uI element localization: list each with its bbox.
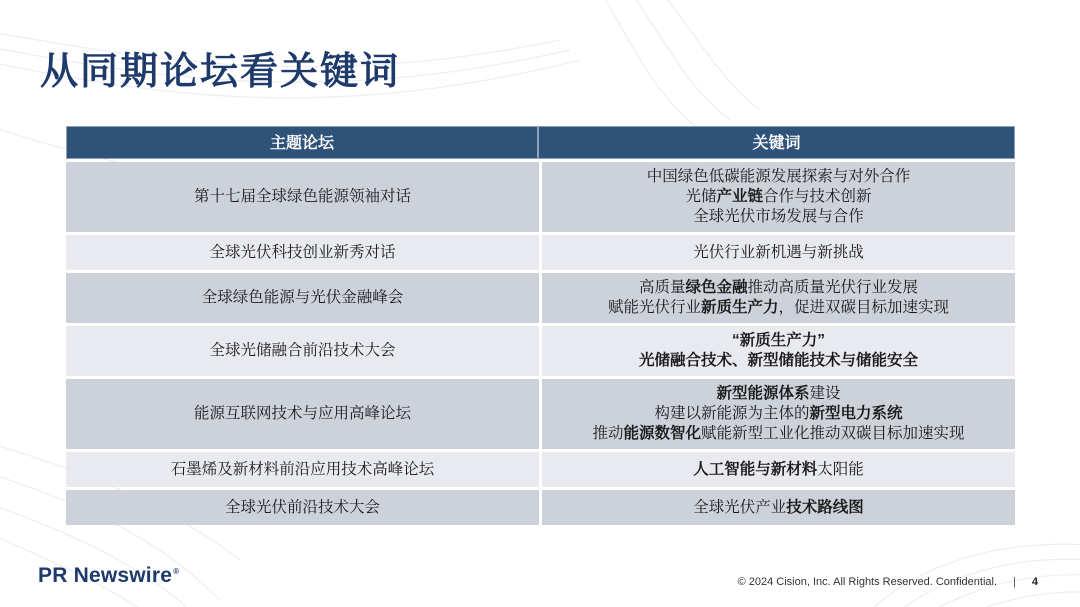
table-header-keywords: 关键词 xyxy=(539,126,1015,159)
forum-table xyxy=(66,126,1015,525)
table-row xyxy=(66,235,1015,270)
keyword-line: “新质生产力” xyxy=(731,332,825,349)
page-number: 4 xyxy=(1031,576,1038,588)
logo-text: PR Newswire xyxy=(38,564,173,587)
table-row xyxy=(66,273,1015,323)
keyword-line: 光储产业链合作与技术创新 xyxy=(685,188,872,205)
keyword-line: 高质量绿色金融推动高质量光伏行业发展 xyxy=(638,279,919,296)
forum-cell: 能源互联网技术与应用高峰论坛 xyxy=(66,379,539,449)
table-row xyxy=(66,326,1015,376)
keywords-cell xyxy=(542,452,1015,487)
pr-newswire-logo xyxy=(38,564,179,588)
keyword-line: 新型能源体系建设 xyxy=(716,385,841,402)
forum-cell: 全球光伏科技创业新秀对话 xyxy=(66,235,539,270)
keyword-line: 赋能光伏行业新质生产力，促进双碳目标加速实现 xyxy=(607,299,950,316)
forum-table-body xyxy=(66,162,1015,525)
keywords-cell xyxy=(542,235,1015,270)
page-title: 从同期论坛看关键词 xyxy=(40,51,401,93)
keywords-cell xyxy=(542,162,1015,232)
keywords-cell xyxy=(542,490,1015,525)
table-row xyxy=(66,452,1015,487)
keywords-cell xyxy=(542,326,1015,376)
keyword-line: 光伏行业新机遇与新挑战 xyxy=(693,243,864,261)
copyright-text: © 2024 Cision, Inc. All Rights Reserved. Confidential. xyxy=(737,576,998,588)
footer-separator: | xyxy=(1013,576,1016,588)
keyword-line: 光储融合技术、新型储能技术与储能安全 xyxy=(638,352,918,369)
keywords-cell xyxy=(542,273,1015,323)
forum-cell: 全球光储融合前沿技术大会 xyxy=(66,326,539,376)
table-header-forum: 主题论坛 xyxy=(66,126,539,159)
table-row xyxy=(66,490,1015,525)
keyword-line: 全球光伏市场发展与合作 xyxy=(693,208,864,225)
keyword-line: 中国绿色低碳能源发展探索与对外合作 xyxy=(646,168,911,185)
footer xyxy=(738,576,1038,588)
keywords-cell xyxy=(542,379,1015,449)
keyword-line: 构建以新能源为主体的新型电力系统 xyxy=(654,405,903,422)
table-row xyxy=(66,379,1015,449)
keyword-line: 推动能源数智化赋能新型工业化推动双碳目标加速实现 xyxy=(592,425,965,442)
forum-cell: 第十七届全球绿色能源领袖对话 xyxy=(66,162,539,232)
table-row xyxy=(66,162,1015,232)
registered-mark: ® xyxy=(173,567,180,576)
forum-cell: 全球绿色能源与光伏金融峰会 xyxy=(66,273,539,323)
table-header-row xyxy=(66,126,1015,159)
keyword-line: 人工智能与新材料太阳能 xyxy=(693,460,864,478)
forum-cell: 石墨烯及新材料前沿应用技术高峰论坛 xyxy=(66,452,539,487)
keyword-line: 全球光伏产业技术路线图 xyxy=(693,498,864,516)
forum-cell: 全球光伏前沿技术大会 xyxy=(66,490,539,525)
